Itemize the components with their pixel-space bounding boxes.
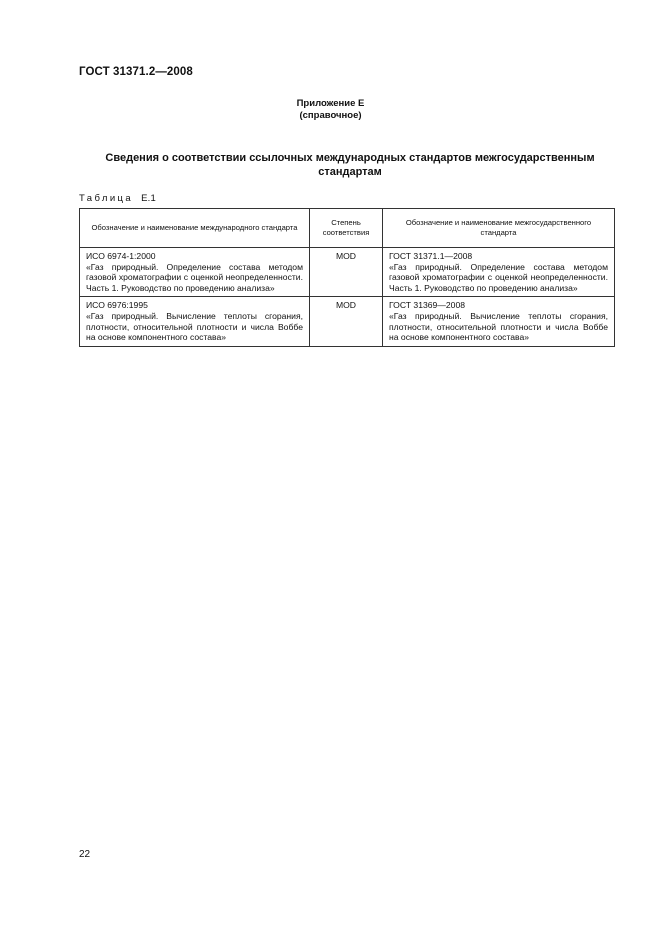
degree-cell: MOD: [310, 248, 383, 297]
column-header-international: Обозначение и наименование международного стандарта: [80, 209, 310, 248]
table-caption: [79, 193, 156, 204]
table-caption-prefix: Таблица: [79, 193, 134, 204]
international-standard-code: ИСО 6976:1995: [86, 300, 148, 311]
table-header-row: [80, 209, 615, 248]
annex-kind: (справочное): [299, 110, 362, 121]
interstate-standard-title: «Газ природный. Вычисление теплоты сгорания, плотности, относительной плотности и числа Воббе на основе компонентного состава»: [389, 310, 608, 343]
international-standard-cell: [80, 248, 310, 297]
column-header-interstate: Обозначение и наименование межгосударственного стандарта: [383, 209, 615, 248]
degree-cell: MOD: [310, 297, 383, 346]
annex-heading: [0, 98, 661, 122]
interstate-standard-title: «Газ природный. Определение состава методом газовой хроматографии с оценкой неопределенности. Часть 1. Руководство по проведению анализа»: [389, 261, 608, 293]
interstate-standard-cell: [383, 297, 615, 346]
table-row: [80, 248, 615, 297]
document-code: ГОСТ 31371.2—2008: [79, 66, 193, 78]
table-caption-number: Е.1: [141, 193, 156, 204]
interstate-standard-code: ГОСТ 31371.1—2008: [389, 251, 473, 261]
page-number: 22: [79, 849, 91, 860]
interstate-standard-cell: [383, 248, 615, 297]
international-standard-cell: [80, 297, 310, 346]
column-header-degree: Степень соответствия: [310, 209, 383, 248]
standards-correspondence-table: [79, 208, 615, 347]
annex-name: Приложение Е: [296, 98, 365, 109]
international-standard-title: «Газ природный. Вычисление теплоты сгорания, плотности, относительной плотности и числа Воббе на основе компонентного состава»: [86, 310, 303, 343]
international-standard-title: «Газ природный. Определение состава методом газовой хроматографии с оценкой неопределенности. Часть 1. Руководство по проведению анализа»: [86, 261, 303, 293]
interstate-standard-code: ГОСТ 31369—2008: [389, 300, 466, 311]
annex-title: Сведения о соответствии ссылочных международных стандартов межгосударственным стандартам: [105, 152, 595, 178]
international-standard-code: ИСО 6974-1:2000: [86, 251, 156, 261]
table-row: [80, 297, 615, 346]
